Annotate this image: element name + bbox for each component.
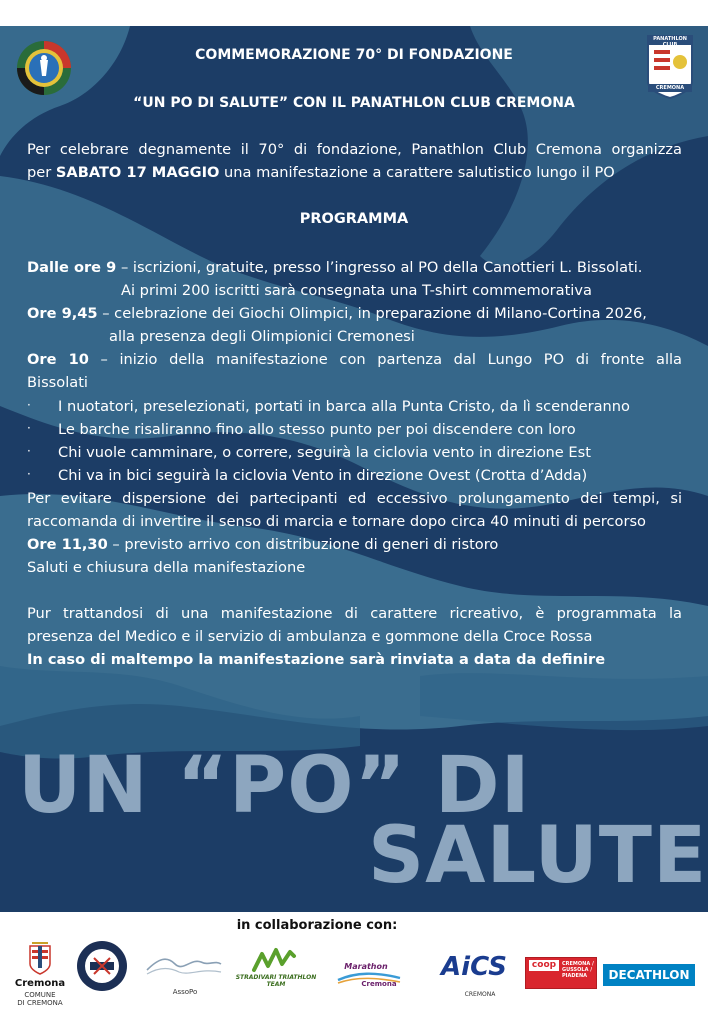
assopo-wave-logo-icon <box>145 952 223 978</box>
coop-sub-label: CREMONA / GUSSOLA / PIADENA <box>562 961 594 979</box>
bullet-dot: · <box>27 398 31 412</box>
bullet-item: I nuotatori, preselezionati, portati in barca alla Punta Cristo, da lì scenderanno <box>58 398 630 415</box>
assopo-label: AssoPo <box>172 988 198 996</box>
collab-label: in collaborazione con: <box>236 918 398 933</box>
bullet-dot: · <box>27 467 31 481</box>
program-item-4: Ore 11,30 – previsto arrivo con distribuzione di generi di ristoro <box>27 536 499 553</box>
bullet-dot: · <box>27 421 31 435</box>
slogan-line-1: UN “PO” DI <box>18 741 531 831</box>
program-item-1: Dalle ore 9 – iscrizioni, gratuite, presso l’ingresso al PO della Canottieri L. Bissolati. <box>27 259 643 276</box>
header-title: COMMEMORAZIONE 70° DI FONDAZIONE <box>195 47 513 63</box>
program-item-2: Ore 9,45 – celebrazione dei Giochi Olimpici, in preparazione di Milano-Cortina 2026, <box>27 305 647 322</box>
cremona-coat-of-arms-icon <box>26 936 54 976</box>
cremona-name: Cremona <box>14 978 66 989</box>
event-date: SABATO 17 MAGGIO <box>55 164 220 181</box>
header-subtitle: “UN PO DI SALUTE” CON IL PANATHLON CLUB CREMONA <box>133 95 575 111</box>
bullet-dot: · <box>27 444 31 458</box>
program-item-1-sub: Ai primi 200 iscritti sarà consegnata una T-shirt commemorativa <box>121 282 592 299</box>
coop-wordmark: coop <box>529 960 559 971</box>
cremona-sub-2: DI CREMONA <box>17 999 63 1007</box>
marathon-label: Marathon <box>344 962 388 971</box>
badge-top-text: PANATHLON CLUB <box>653 36 687 48</box>
poster <box>0 26 708 912</box>
bullet-item: Le barche risaliranno fino allo stesso punto per poi discendere con loro <box>58 421 576 438</box>
stradivari-triathlon-icon <box>250 946 298 974</box>
program-item-2-sub: alla presenza degli Olimpionici Cremonesi <box>109 328 415 345</box>
panathlon-club-cremona-badge <box>646 34 694 100</box>
bullet-item: Chi va in bici seguirà la ciclovia Vento in direzione Ovest (Crotta d’Adda) <box>58 467 588 484</box>
decathlon-logo: DECATHLON <box>603 964 695 986</box>
footer <box>0 912 708 1024</box>
medical-line-2: presenza del Medico e il servizio di ambulanza e gommone della Croce Rossa <box>27 628 593 645</box>
note-line-2: raccomanda di invertire il senso di marcia e tornare dopo circa 40 minuti di percorso <box>27 513 646 530</box>
bullet-item: Chi vuole camminare, o correre, seguirà la ciclovia vento in direzione Est <box>58 444 591 461</box>
badge-bottom-text: CREMONA <box>655 85 685 91</box>
intro-line-1: Per celebrare degnamente il 70° di fondazione, Panathlon Club Cremona organizza <box>27 141 682 158</box>
weather-notice: In caso di maltempo la manifestazione sarà rinviata a data da definire <box>27 651 606 668</box>
programma-title: PROGRAMMA <box>299 211 409 227</box>
slogan-line-2: SALUTE <box>368 811 708 901</box>
aics-city-label: CREMONA <box>464 991 496 998</box>
cremona-sub-1: COMUNE <box>24 991 56 999</box>
program-item-3: Ore 10 – inizio della manifestazione con partenza dal Lungo PO di fronte alla <box>27 351 682 368</box>
stradivari-label: STRADIVARI TRIATHLON TEAM <box>235 974 317 988</box>
aics-label: AiCS <box>441 952 507 982</box>
coop-logo <box>525 957 597 989</box>
program-item-3-sub: Bissolati <box>27 374 88 391</box>
closing-text: Saluti e chiusura della manifestazione <box>27 559 306 576</box>
rowing-club-badge-icon <box>76 940 128 992</box>
intro-line-2: per SABATO 17 MAGGIO una manifestazione a carattere salutistico lungo il PO <box>27 164 615 181</box>
marathon-city-label: Cremona <box>361 980 397 988</box>
medical-line-1: Pur trattandosi di una manifestazione di carattere ricreativo, è programmata la <box>27 605 682 622</box>
note-line-1: Per evitare dispersione dei partecipanti ed eccessivo prolungamento dei tempi, si <box>27 490 682 507</box>
